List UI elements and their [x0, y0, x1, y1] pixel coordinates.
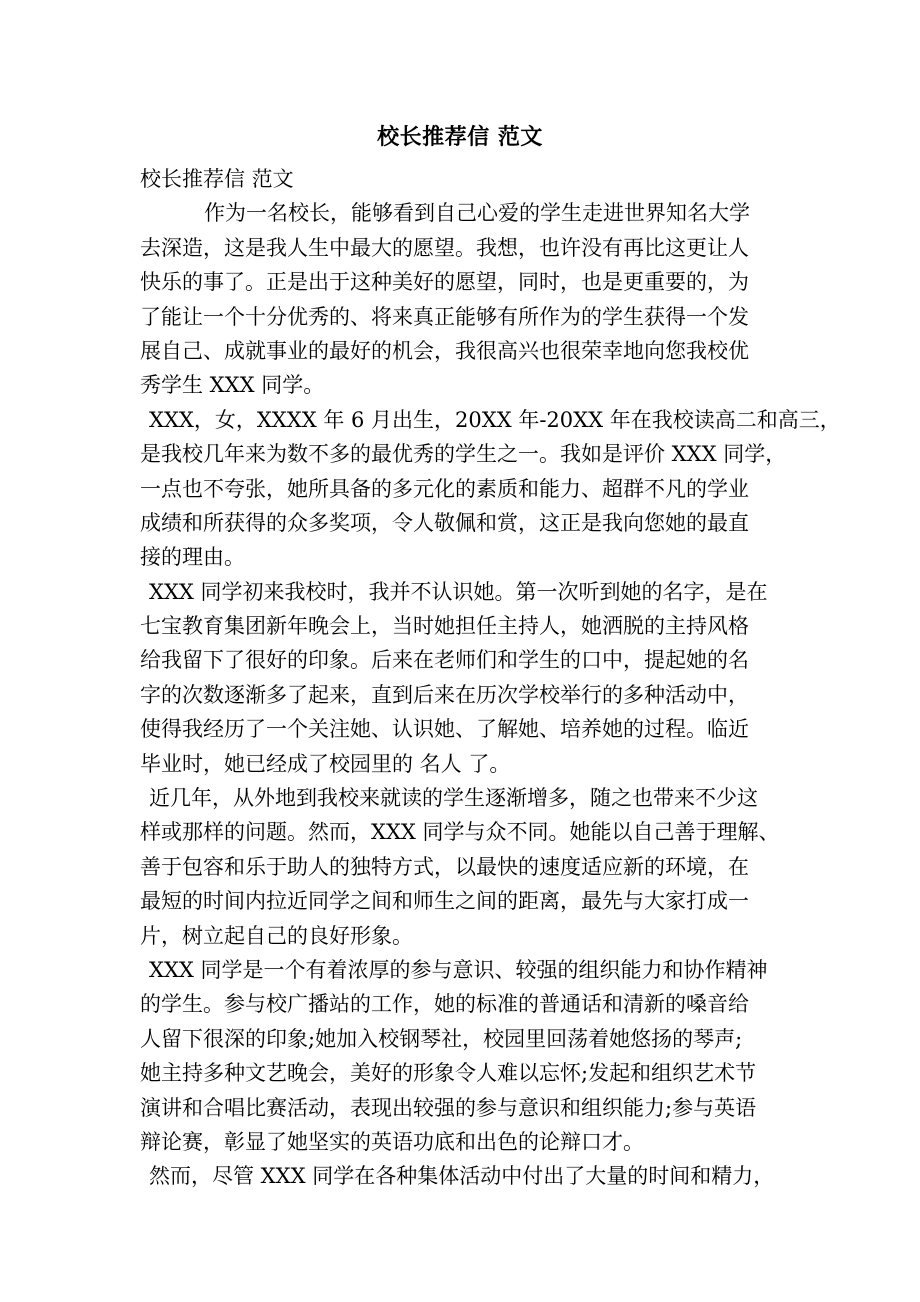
paragraph-line: 接的理由。: [140, 545, 245, 570]
paragraph-line: 字的次数逐渐多了起来，直到后来在历次学校举行的多种活动中，: [140, 682, 749, 707]
paragraph-line: 她主持多种文艺晚会，美好的形象令人难以忘怀;发起和组织艺术节: [140, 1061, 757, 1086]
paragraph-line: 一点也不夸张，她所具备的多元化的素质和能力、超群不凡的学业: [140, 476, 749, 501]
paragraph-line: 毕业时，她已经成了校园里的 名人 了。: [140, 751, 511, 776]
paragraph-line: 给我留下了很好的印象。后来在老师们和学生的口中，提起她的名: [140, 648, 749, 673]
paragraph-line: 展自己、成就事业的最好的机会，我很高兴也很荣幸地向您我校优: [140, 338, 749, 363]
paragraph-line: 去深造，这是我人生中最大的愿望。我想，也许没有再比这更让人: [140, 235, 749, 260]
paragraph-line: 样或那样的问题。然而，XXX 同学与众不同。她能以自己善于理解、: [140, 820, 780, 845]
paragraph-line: 最短的时间内拉近同学之间和师生之间的距离，最先与大家打成一: [140, 889, 749, 914]
document-title: 校长推荐信 范文: [377, 124, 543, 150]
paragraph-line: 秀学生 XXX 同学。: [140, 373, 325, 398]
document-subtitle: 校长推荐信 范文: [140, 167, 294, 191]
paragraph-line: 善于包容和乐于助人的独特方式，以最快的速度适应新的环境，在: [140, 854, 749, 879]
paragraph-line: 的学生。参与校广播站的工作，她的标准的普通话和清新的嗓音给: [140, 992, 749, 1017]
paragraph-line: 是我校几年来为数不多的最优秀的学生之一。我如是评价 XXX 同学，: [140, 442, 787, 467]
document-body: [140, 162, 841, 1194]
paragraph-line: 辩论赛，彰显了她坚实的英语功底和出色的论辩口才。: [140, 1129, 644, 1154]
paragraph-line: 近几年，从外地到我校来就读的学生逐渐增多，随之也带来不少这: [149, 786, 758, 811]
paragraph-line: XXX 同学是一个有着浓厚的参与意识、较强的组织能力和协作精神: [149, 957, 768, 982]
paragraph-line: 然而，尽管 XXX 同学在各种集体活动中付出了大量的时间和精力，: [149, 1164, 775, 1189]
paragraph-line: 作为一名校长，能够看到自己心爱的学生走进世界知名大学: [204, 201, 750, 226]
paragraph-line: 人留下很深的印象;她加入校钢琴社，校园里回荡着她悠扬的琴声;: [140, 1026, 743, 1051]
paragraph-line: 七宝教育集团新年晚会上，当时她担任主持人，她洒脱的主持风格: [140, 614, 749, 639]
paragraph-line: 快乐的事了。正是出于这种美好的愿望，同时，也是更重要的，为: [140, 270, 749, 295]
paragraph-line: 使得我经历了一个关注她、认识她、了解她、培养她的过程。临近: [140, 717, 749, 742]
paragraph-line: 成绩和所获得的众多奖项，令人敬佩和赏，这正是我向您她的最直: [140, 510, 749, 535]
paragraph-line: 片，树立起自己的良好形象。: [140, 923, 413, 948]
paragraph-line: XXX，女，XXXX 年 6 月出生，20XX 年-20XX 年在我校读高二和高三，: [149, 407, 841, 432]
paragraph-line: XXX 同学初来我校时，我并不认识她。第一次听到她的名字，是在: [149, 579, 768, 604]
paragraph-line: 了能让一个十分优秀的、将来真正能够有所作为的学生获得一个发: [140, 304, 749, 329]
paragraph-line: 演讲和合唱比赛活动，表现出较强的参与意识和组织能力;参与英语: [140, 1095, 757, 1120]
